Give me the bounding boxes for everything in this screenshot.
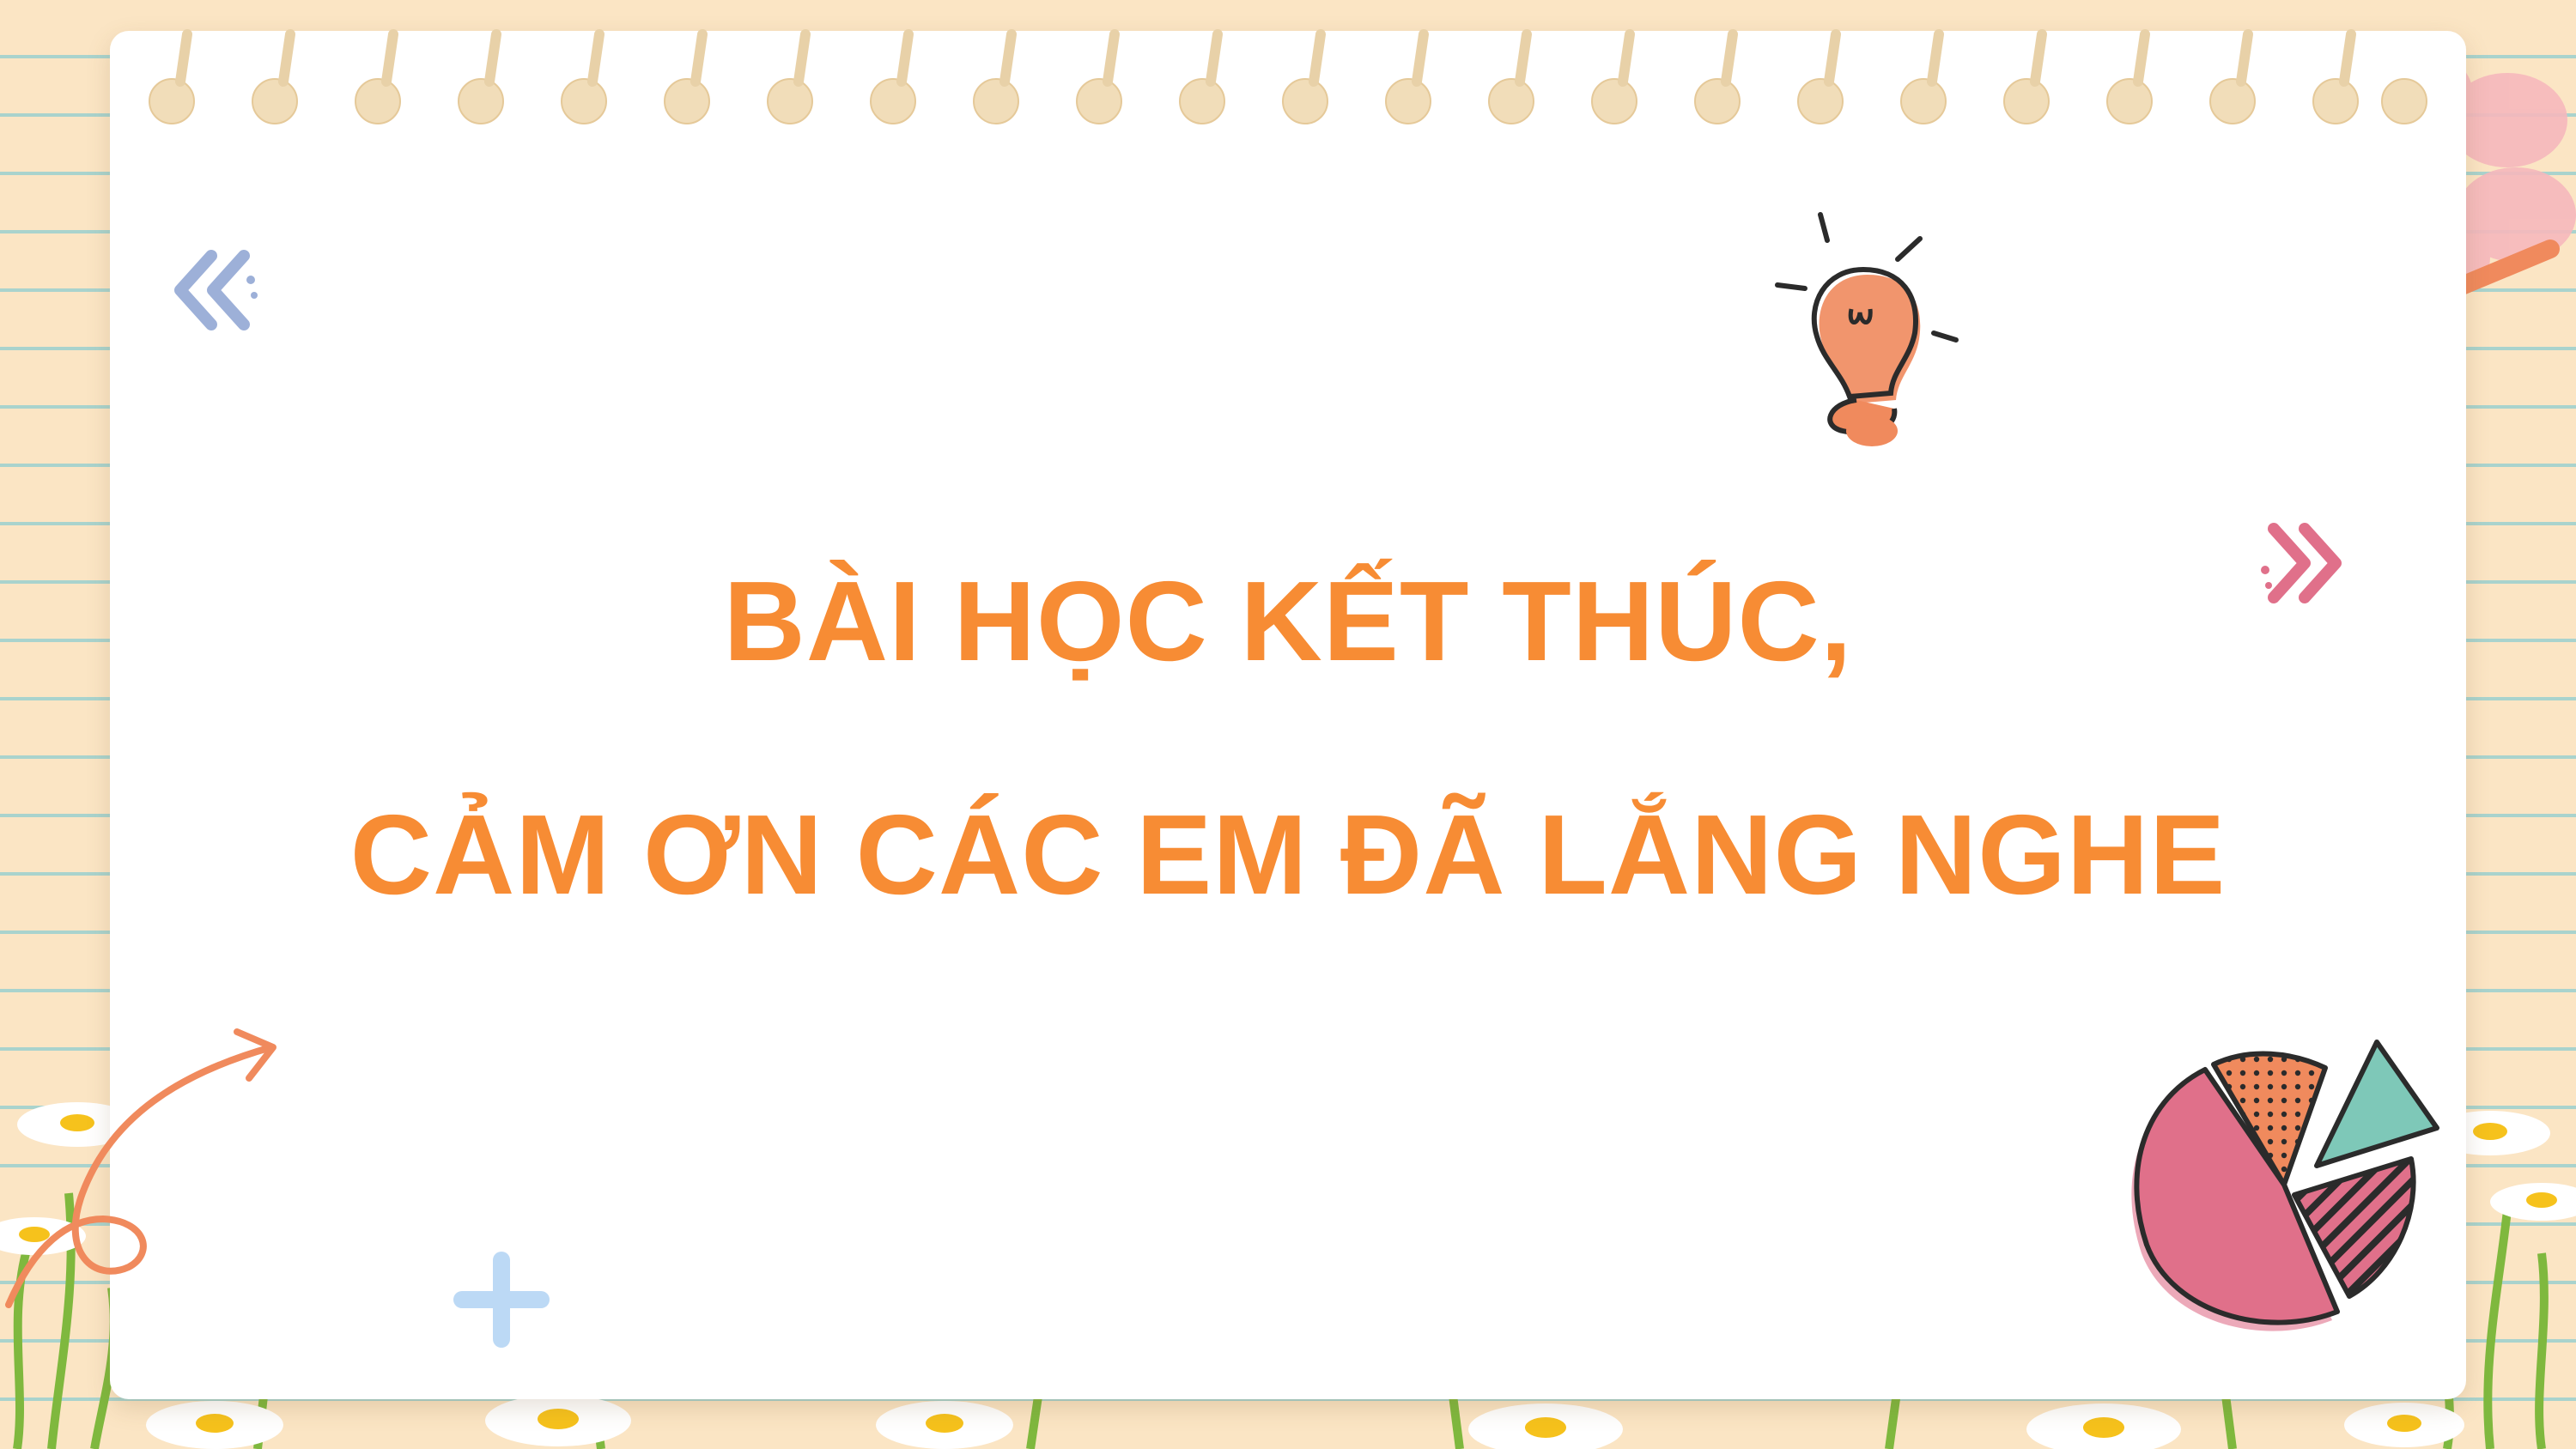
double-chevron-left-icon [168, 246, 263, 340]
pie-chart-doodle-icon [2112, 1039, 2447, 1356]
curly-arrow-icon [0, 1022, 292, 1331]
title-line-1: BÀI HỌC KẾT THÚC, [723, 558, 1853, 684]
lightbulb-icon [1769, 206, 1966, 472]
sparkle-plus-icon [450, 1248, 553, 1351]
title-line-2: CẢM ƠN CÁC EM ĐÃ LẮNG NGHE [349, 791, 2227, 918]
binding-holes [0, 0, 2576, 172]
